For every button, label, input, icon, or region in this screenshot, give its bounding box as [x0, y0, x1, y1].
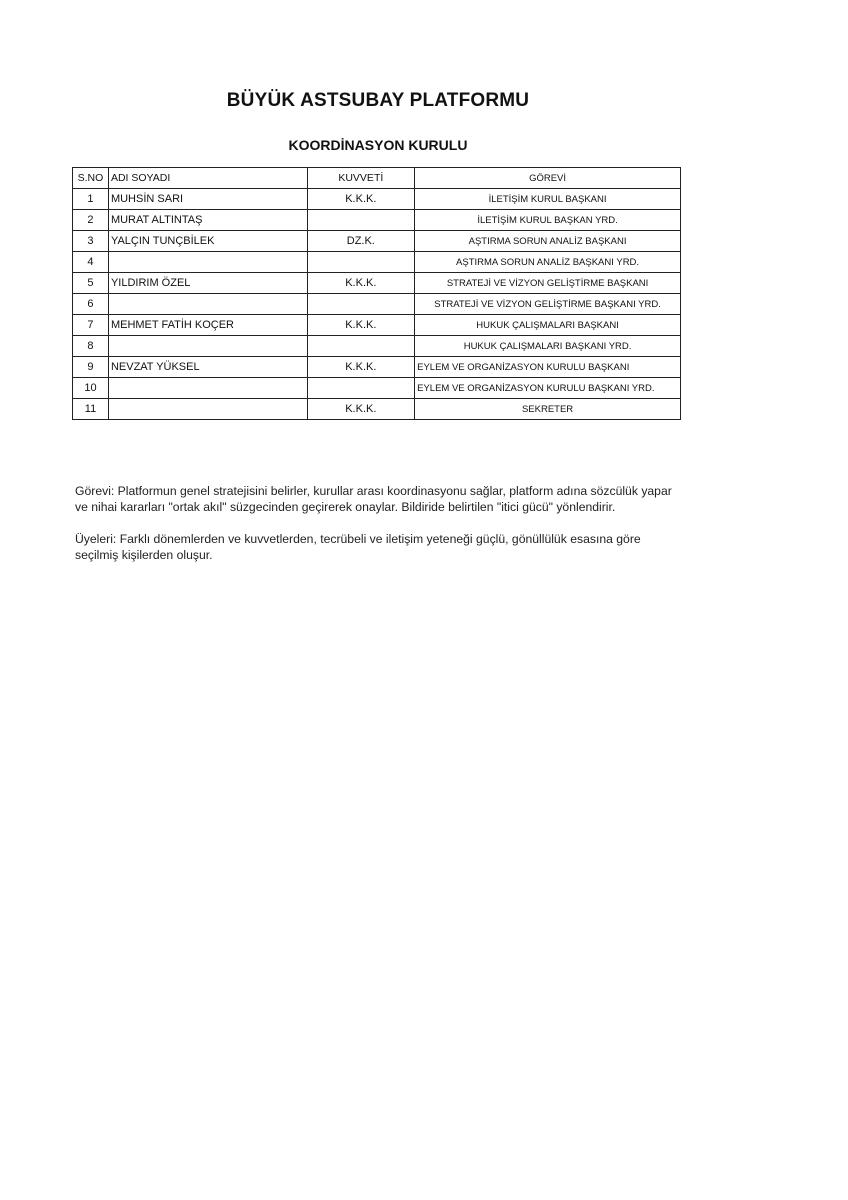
cell-no: 3: [73, 231, 109, 252]
table-row: [73, 231, 681, 252]
cell-duty: EYLEM VE ORGANİZASYON KURULU BAŞKANI YRD.: [415, 378, 681, 399]
cell-duty: STRATEJİ VE VİZYON GELİŞTİRME BAŞKANI: [415, 273, 681, 294]
cell-force: K.K.K.: [307, 189, 415, 210]
cell-name: MURAT ALTINTAŞ: [108, 210, 307, 231]
table-row: [73, 315, 681, 336]
cell-duty: İLETİŞİM KURUL BAŞKANI: [415, 189, 681, 210]
document-subtitle: KOORDİNASYON KURULU: [288, 137, 468, 153]
committee-table: [72, 167, 681, 420]
cell-name: [108, 252, 307, 273]
cell-force: [307, 210, 415, 231]
cell-no: 11: [73, 399, 109, 420]
table-row: [73, 273, 681, 294]
table-row: [73, 378, 681, 399]
cell-force: [307, 252, 415, 273]
cell-force: K.K.K.: [307, 273, 415, 294]
cell-duty: STRATEJİ VE VİZYON GELİŞTİRME BAŞKANI YRD.: [415, 294, 681, 315]
cell-name: MEHMET FATİH KOÇER: [108, 315, 307, 336]
header-no: S.NO: [73, 168, 109, 189]
header-name: ADI SOYADI: [108, 168, 307, 189]
cell-name: YILDIRIM ÖZEL: [108, 273, 307, 294]
cell-duty: EYLEM VE ORGANİZASYON KURULU BAŞKANI: [415, 357, 681, 378]
table-row: [73, 357, 681, 378]
cell-force: K.K.K.: [307, 357, 415, 378]
cell-no: 2: [73, 210, 109, 231]
cell-force: [307, 294, 415, 315]
description-section: [75, 483, 675, 579]
cell-name: [108, 336, 307, 357]
cell-no: 6: [73, 294, 109, 315]
cell-name: MUHSİN SARI: [108, 189, 307, 210]
table-header-row: [73, 168, 681, 189]
cell-name: [108, 294, 307, 315]
cell-force: [307, 336, 415, 357]
table-row: [73, 294, 681, 315]
cell-no: 4: [73, 252, 109, 273]
header-duty: GÖREVİ: [415, 168, 681, 189]
members-paragraph: Üyeleri: Farklı dönemlerden ve kuvvetlerden, tecrübeli ve iletişim yeteneği güçlü, gönüllülük esasına göre seçilmiş kişilerden oluşur.: [75, 532, 641, 562]
cell-duty: AŞTIRMA SORUN ANALİZ BAŞKANI: [415, 231, 681, 252]
document-title: BÜYÜK ASTSUBAY PLATFORMU: [226, 90, 530, 111]
cell-no: 10: [73, 378, 109, 399]
cell-name: NEVZAT YÜKSEL: [108, 357, 307, 378]
cell-duty: İLETİŞİM KURUL BAŞKAN YRD.: [415, 210, 681, 231]
table-row: [73, 210, 681, 231]
cell-force: DZ.K.: [307, 231, 415, 252]
cell-force: [307, 378, 415, 399]
table-row: [73, 252, 681, 273]
cell-no: 7: [73, 315, 109, 336]
cell-force: K.K.K.: [307, 399, 415, 420]
cell-force: K.K.K.: [307, 315, 415, 336]
cell-duty: AŞTIRMA SORUN ANALİZ BAŞKANI YRD.: [415, 252, 681, 273]
duty-paragraph: Görevi: Platformun genel stratejisini belirler, kurullar arası koordinasyonu sağlar, platform adına sözcülük yapar ve nihai kararları "ortak akıl" süzgecinden geçirerek onaylar. Bildiride belirtilen "itici gücü" yönlendirir.: [75, 484, 672, 514]
table-row: [73, 336, 681, 357]
cell-duty: HUKUK ÇALIŞMALARI BAŞKANI YRD.: [415, 336, 681, 357]
cell-no: 8: [73, 336, 109, 357]
cell-no: 1: [73, 189, 109, 210]
cell-name: [108, 378, 307, 399]
cell-no: 9: [73, 357, 109, 378]
cell-duty: SEKRETER: [415, 399, 681, 420]
table-row: [73, 399, 681, 420]
cell-name: YALÇIN TUNÇBİLEK: [108, 231, 307, 252]
header-force: KUVVETİ: [307, 168, 415, 189]
cell-duty: HUKUK ÇALIŞMALARI BAŞKANI: [415, 315, 681, 336]
cell-no: 5: [73, 273, 109, 294]
table-row: [73, 189, 681, 210]
cell-name: [108, 399, 307, 420]
